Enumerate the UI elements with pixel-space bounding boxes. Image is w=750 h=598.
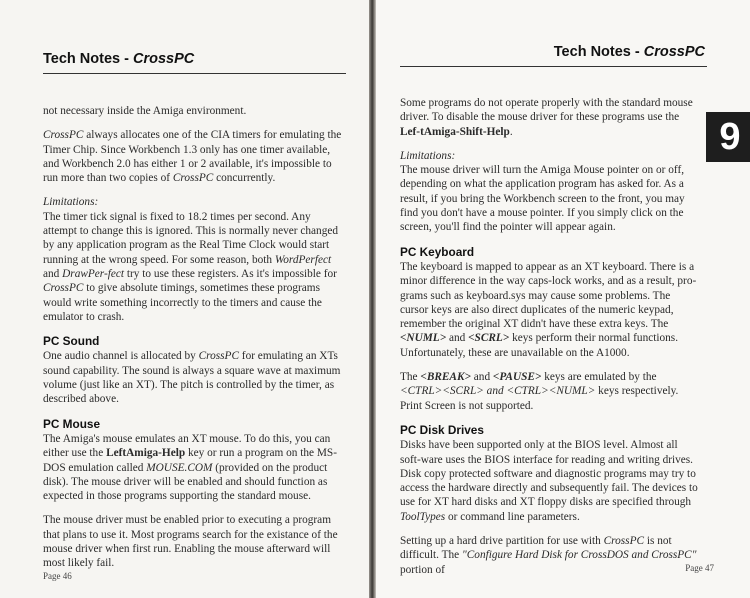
key-combo: <CTRL><SCRL> and <CTRL><NUML> bbox=[400, 385, 596, 398]
pc-disk-drives-text bbox=[400, 438, 700, 524]
right-limitations bbox=[400, 149, 700, 235]
left-page bbox=[0, 0, 369, 598]
hard-drive-setup-text bbox=[400, 534, 700, 577]
pc-sound-heading: PC Sound bbox=[43, 334, 100, 349]
text: portion of bbox=[400, 563, 445, 576]
limitations-label: Limitations: bbox=[43, 196, 99, 209]
text: keys respectively. Print Screen is not supported. bbox=[400, 385, 679, 412]
limitations-label: Limitations: bbox=[400, 149, 456, 162]
text: and bbox=[446, 332, 469, 345]
key-name: <SCRL> bbox=[468, 332, 510, 345]
left-header-rule bbox=[43, 73, 346, 74]
text: One audio channel is allocated by bbox=[43, 350, 199, 363]
file-name: MOUSE.COM bbox=[146, 461, 213, 474]
pc-keyboard-text-2 bbox=[400, 370, 700, 413]
text: concurrently. bbox=[213, 172, 276, 185]
app-name: WordPerfect bbox=[274, 253, 332, 266]
text: to give absolute timings, sometimes these programs would write something incorrectly to the timers and cause the emulator to crash. bbox=[43, 282, 322, 323]
left-running-header bbox=[43, 51, 194, 67]
text: Setting up a hard drive partition for use with bbox=[400, 535, 604, 548]
left-timers-paragraph bbox=[43, 128, 346, 185]
pc-mouse-text bbox=[43, 432, 346, 503]
key-combo: Lef-tAmiga-Shift-Help bbox=[400, 125, 510, 138]
product-name: CrossPC bbox=[603, 535, 645, 548]
text: . bbox=[509, 125, 513, 138]
right-body bbox=[400, 96, 700, 587]
mouse-disable-text bbox=[400, 96, 700, 139]
text: always allocates one of the CIA timers for emulating the Timer Chip. Since Workbench 1.3 only has one timer available, and Workbench 2.0 has either 1 or 2 available, it's impossible to run more than two copies of bbox=[43, 129, 342, 185]
product-name: CrossPC bbox=[172, 172, 214, 185]
key-name: <PAUSE> bbox=[492, 371, 542, 384]
app-name: DrawPer-fect bbox=[62, 267, 125, 280]
right-header-rule bbox=[400, 66, 707, 67]
text: or command line parameters. bbox=[445, 510, 580, 523]
text: Some programs do not operate properly with the standard mouse driver. To disable the mouse driver for these programs use the bbox=[400, 97, 693, 124]
pc-keyboard-heading: PC Keyboard bbox=[400, 244, 475, 259]
text: The bbox=[400, 371, 421, 384]
quoted-title: "Configure Hard Disk for CrossDOS and CrossPC" bbox=[462, 549, 697, 562]
left-page-number: Page 46 bbox=[43, 571, 72, 581]
text: (provided on the product disk). The mouse driver will be enabled and should function as expected in those programs supporting the standard mouse. bbox=[43, 461, 328, 503]
left-header-product: CrossPC bbox=[132, 51, 195, 67]
right-header-prefix: Tech Notes - bbox=[553, 44, 644, 60]
left-body bbox=[43, 104, 346, 581]
pc-mouse-heading: PC Mouse bbox=[43, 416, 101, 431]
right-running-header bbox=[554, 44, 705, 60]
text: The Amiga's mouse emulates an XT mouse. To do this, you can either use the bbox=[43, 432, 331, 460]
key-name: <NUML> bbox=[400, 332, 447, 345]
text: keys are emulated by the bbox=[541, 371, 657, 384]
text: for emulating an XTs sound capability. The sound is always a square wave at maximum volume (just like an XT). The pitch is controlled by the timer, as described above. bbox=[43, 350, 341, 406]
text: keys perform their normal functions. Unfortunately, these are unavailable on the A1000. bbox=[400, 332, 679, 359]
text: The timer tick signal is fixed to 18.2 times per second. Any attempt to change this is ignored. This is normally never changed by any application program as the Real Time Clock would start running at the wrong speed. For some reason, both bbox=[43, 210, 339, 266]
right-header-product: CrossPC bbox=[643, 44, 705, 60]
book-gutter bbox=[369, 0, 376, 598]
pc-sound-text bbox=[43, 349, 346, 406]
text: The mouse driver will turn the Amiga Mouse pointer on or off, depending on what the application program has asked for. As a result, if you bring the Workbench screen to the front, you may find you don't have a mouse pointer. If you simply click on the screen, you'll find the pointer will appear again. bbox=[400, 164, 685, 234]
left-header-prefix: Tech Notes - bbox=[43, 51, 133, 67]
text: is not difficult. The bbox=[400, 535, 672, 562]
text: and bbox=[470, 371, 493, 384]
product-name: CrossPC bbox=[198, 350, 239, 363]
product-name: CrossPC bbox=[43, 129, 84, 142]
text: and bbox=[43, 267, 63, 280]
text: key or run a program on the MS-DOS emulation called bbox=[43, 447, 337, 474]
pc-disk-drives-heading: PC Disk Drives bbox=[400, 422, 484, 437]
text: The keyboard is mapped to appear as an XT keyboard. There is a minor difference in the way caps-lock works, and as a result, pro-grams such as keyboard.sys may cause some problems. The cursor keys are also direct duplicates of the numeric keypad, remember the original XT didn't have these extra keys. The bbox=[400, 260, 697, 331]
product-name: CrossPC bbox=[43, 282, 84, 295]
chapter-tab: 9 bbox=[706, 112, 750, 162]
pc-keyboard-text bbox=[400, 260, 700, 360]
left-limitations bbox=[43, 195, 346, 324]
term: ToolTypes bbox=[400, 510, 446, 523]
pc-mouse-text-2: The mouse driver must be enabled prior to executing a program that plans to use it. Most programs search for the existance of the mouse driver when first run. Enabling the mouse afterward will most likely fail. bbox=[43, 514, 338, 570]
text: Disks have been supported only at the BIOS level. Almost all soft-ware uses the BIOS interface for reading and writing drives. Disk copy protected software and diagnostic programs may try to access the hardware directly and subsequently fail. The devices to use for XT hard disks and XT floppy disks are specified through bbox=[400, 439, 698, 509]
key-combo: LeftAmiga-Help bbox=[106, 447, 186, 460]
right-page-number: Page 47 bbox=[685, 563, 714, 573]
text: try to use these registers. As it's impossible for bbox=[124, 267, 337, 280]
right-page bbox=[376, 0, 750, 598]
left-intro: not necessary inside the Amiga environment. bbox=[43, 105, 247, 117]
key-name: <BREAK> bbox=[420, 371, 471, 384]
